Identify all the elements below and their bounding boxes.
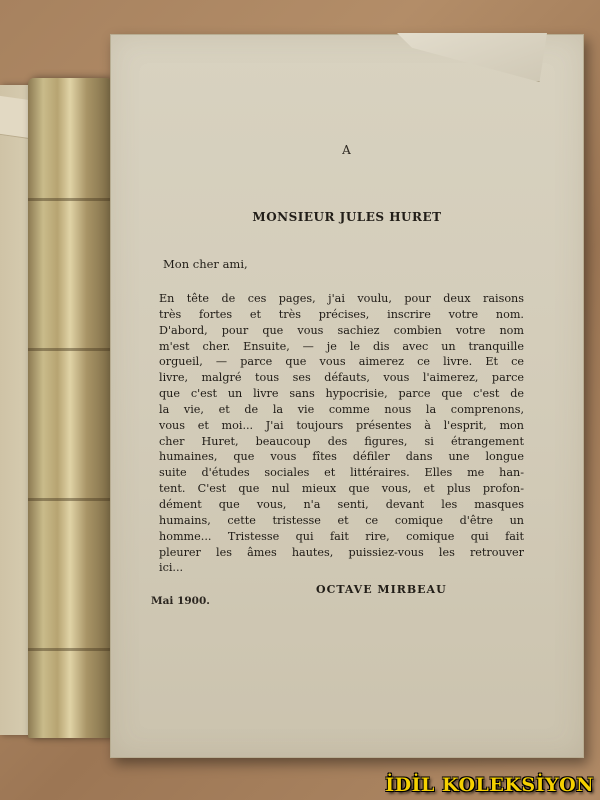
text-line: humaines, que vous fîtes défiler dans une longue bbox=[159, 450, 524, 464]
text-line: dément que vous, n'a senti, devant les masques bbox=[159, 497, 524, 511]
text-line: livre, malgré tous ses défauts, vous l'aimerez, parce bbox=[159, 371, 524, 385]
text-line: D'abord, pour que vous sachiez combien votre nom bbox=[159, 323, 524, 337]
salutation: Mon cher ami, bbox=[163, 257, 248, 271]
text-line: que c'est un livre sans hypocrisie, parce que c'est de bbox=[159, 387, 524, 401]
text-line: humains, cette tristesse et ce comique d'être un bbox=[159, 513, 524, 527]
text-line: la vie, et de la vie comme nous la comprenons, bbox=[159, 402, 524, 416]
torn-corner bbox=[397, 33, 547, 82]
dedication-heading: A bbox=[342, 143, 352, 157]
text-line: très fortes et très précises, inscrire votre nom. bbox=[159, 307, 524, 321]
text-line: ici... bbox=[159, 561, 184, 575]
signature: OCTAVE MIRBEAU bbox=[316, 583, 447, 596]
text-line: pleurer les âmes hautes, puissiez-vous les retrouver bbox=[159, 545, 524, 559]
text-line: homme... Tristesse qui fait rire, comique qui fait bbox=[159, 529, 524, 543]
spine-band bbox=[28, 498, 112, 501]
text-line: orgueil, — parce que vous aimerez ce livre. Et ce bbox=[159, 355, 524, 369]
date: Mai 1900. bbox=[151, 595, 210, 607]
text-line: cher Huret, beaucoup des figures, si étrangement bbox=[159, 434, 524, 448]
watermark: İDİL KOLEKSİYON bbox=[385, 774, 594, 796]
text-line: suite d'études sociales et littéraires. Elles me han- bbox=[159, 466, 524, 480]
book-spine bbox=[28, 78, 112, 738]
text-line: m'est cher. Ensuite, — je le dis avec un tranquille bbox=[159, 339, 524, 353]
text-line: vous et moi... J'ai toujours présentes à l'esprit, mon bbox=[159, 418, 524, 432]
spine-band bbox=[28, 348, 112, 351]
recipient-name: MONSIEUR JULES HURET bbox=[252, 210, 442, 224]
text-line: En tête de ces pages, j'ai voulu, pour deux raisons bbox=[159, 292, 524, 305]
spine-band bbox=[28, 198, 112, 201]
text-line: tent. C'est que nul mieux que vous, et plus profon- bbox=[159, 482, 524, 496]
letter-body bbox=[159, 291, 524, 576]
spine-band bbox=[28, 648, 112, 651]
book-page bbox=[110, 34, 584, 758]
